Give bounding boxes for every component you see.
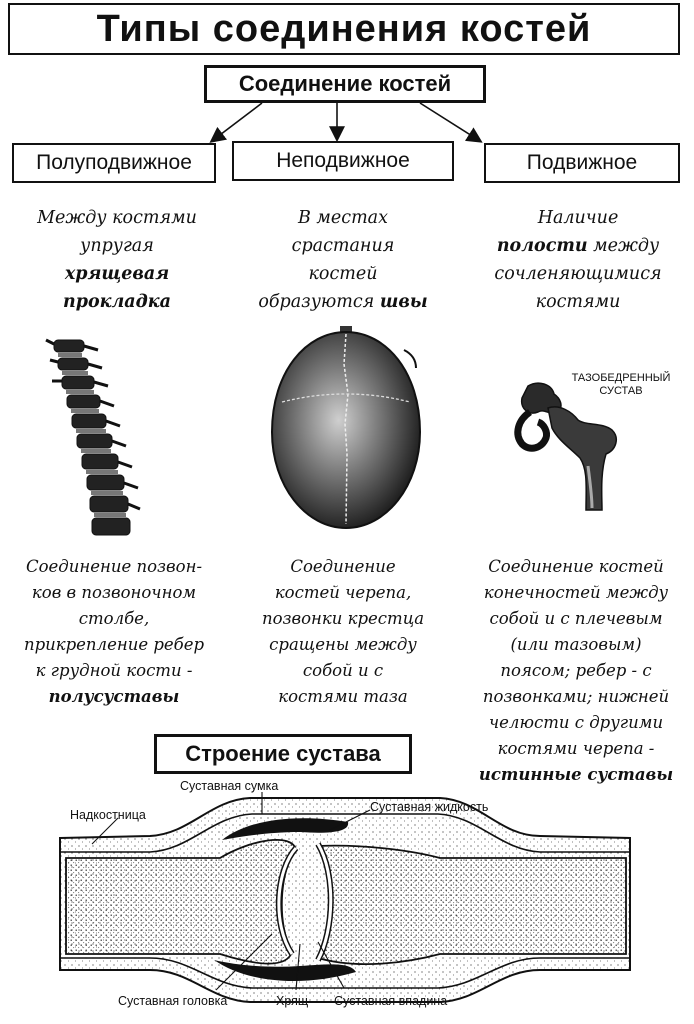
desc-line: образуются xyxy=(258,292,380,312)
example-line: позвонками; нижней xyxy=(482,687,670,706)
example-line: собой и с плечевым xyxy=(489,609,663,628)
examples-semimovable xyxy=(0,554,228,710)
example-line: собой и с xyxy=(302,661,384,680)
root-label: Соединение костей xyxy=(238,71,452,96)
joint-structure-title-text: Строение сустава xyxy=(185,741,381,766)
spine-illustration xyxy=(40,336,150,546)
example-line: костями черепа - xyxy=(497,739,655,758)
example-line: ков в позвоночном xyxy=(31,583,197,602)
description-semimovable xyxy=(6,204,228,316)
example-line: поясом; ребер - с xyxy=(500,661,652,680)
hip-label-line: СУСТАВ xyxy=(599,385,643,397)
desc-line: сочленяющимися xyxy=(494,264,662,284)
label-articular-head: Суставная головка xyxy=(118,994,228,1008)
example-term-bold: истинные суставы xyxy=(478,765,674,784)
desc-line: В местах xyxy=(298,208,388,228)
example-line: к грудной кости - xyxy=(35,661,193,680)
description-movable xyxy=(462,204,694,316)
right-bone xyxy=(318,846,626,965)
category-label: Полуподвижное xyxy=(36,151,192,174)
example-line: Соединение костей xyxy=(488,557,664,576)
page-title-text: Типы соединения костей xyxy=(96,7,592,50)
desc-line: упругая xyxy=(80,236,154,256)
example-line: конечностей между xyxy=(483,583,669,602)
skull-illustration xyxy=(266,324,426,534)
root-arrows xyxy=(0,0,694,160)
desc-line: между xyxy=(587,236,660,256)
description-immovable xyxy=(232,204,454,316)
example-line: столбе, xyxy=(78,609,150,628)
example-line: позвонки крестца xyxy=(261,609,425,628)
desc-line-bold: прокладка xyxy=(63,292,171,312)
example-line: прикрепление ребер xyxy=(23,635,205,654)
example-line: (или тазовым) xyxy=(510,635,642,654)
hip-joint-illustration xyxy=(508,378,628,518)
example-line: Соединение позвон- xyxy=(25,557,203,576)
arrow-right xyxy=(420,103,480,141)
category-box-semimovable xyxy=(12,143,216,183)
label-socket: Суставная впадина xyxy=(334,994,448,1008)
example-line: костей черепа, xyxy=(274,583,412,602)
examples-immovable xyxy=(232,554,454,710)
category-label: Подвижное xyxy=(526,151,638,174)
joint-structure-title xyxy=(154,734,412,774)
hip-label-line: ТАЗОБЕДРЕННЫЙ xyxy=(571,372,671,384)
desc-line: Между костями xyxy=(37,208,197,228)
examples-movable xyxy=(458,554,694,788)
category-label: Неподвижное xyxy=(276,149,410,172)
desc-line-bold: хрящевая xyxy=(64,264,170,284)
desc-line: костей xyxy=(308,264,378,284)
example-line: костями таза xyxy=(278,687,408,706)
desc-line: Наличие xyxy=(537,208,619,228)
hip-joint-label xyxy=(566,372,676,398)
category-box-immovable xyxy=(232,141,454,181)
label-capsule: Суставная сумка xyxy=(180,779,279,793)
label-cartilage: Хрящ xyxy=(276,994,309,1008)
example-line: сращены между xyxy=(269,635,417,654)
arrow-left xyxy=(212,103,262,141)
example-term-bold: полусуставы xyxy=(48,687,180,706)
desc-line: срастания xyxy=(291,236,395,256)
example-line: челюсти с другими xyxy=(488,713,664,732)
example-line: Соединение xyxy=(290,557,396,576)
label-synovial-fluid: Суставная жидкость xyxy=(370,800,489,814)
category-box-movable xyxy=(484,143,680,183)
desc-word-bold: швы xyxy=(379,292,428,312)
label-periosteum: Надкостница xyxy=(70,808,146,822)
desc-line: костями xyxy=(535,292,621,312)
desc-word-bold: полости xyxy=(496,236,588,256)
